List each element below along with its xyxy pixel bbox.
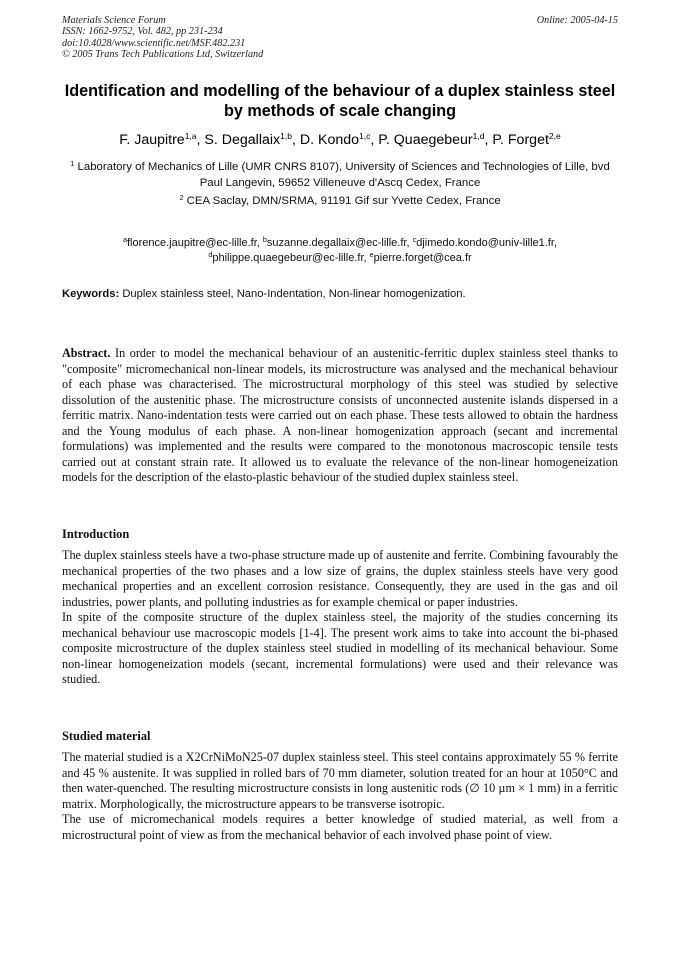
issn-line: ISSN: 1662-9752, Vol. 482, pp 231-234 <box>62 26 223 38</box>
paragraph: The use of micromechanical models requires a better knowledge of studied material, as well from a microstructural point of view as from the mechanical behavior of each involved phase point of view. <box>62 812 618 842</box>
email: $^a$florence.jaupitre@ec-lille.fr <box>122 235 257 249</box>
keywords <box>62 287 618 302</box>
author-list: F. Jaupitre$^{1,a}$, S. Degallaix$^{1,b}$, D. Kondo$^{1,c}$, P. Quaegebeur$^{1,d}$, P. Forget$^{2,e}$ <box>119 131 561 148</box>
introduction-section <box>62 548 618 688</box>
section-heading-introduction: Introduction <box>62 527 130 541</box>
email: $^c$djimedo.kondo@univ-lille1.fr <box>412 235 554 249</box>
author: P. Quaegebeur$^{1,d}$ <box>378 131 485 148</box>
journal-header-left <box>62 15 618 61</box>
author: D. Kondo$^{1,c}$ <box>299 131 371 148</box>
paragraph: In spite of the composite structure of the duplex stainless steel, the majority of the studies concerning its mechanical behaviour use macroscopic models [1-4]. The present work aims to take into account the bi-phased composite microstructure of the duplex stainless steel studied in modelling of its mechanical behaviour. Some non-linear homogeneization models (secant, incremental formulations) were used and their relevance was studied. <box>62 610 618 686</box>
studied-material-section <box>62 750 618 843</box>
keywords-text: Duplex stainless steel, Nano-Indentation, Non-linear homogenization. <box>122 288 466 300</box>
keywords-label: Keywords: <box>62 288 120 300</box>
author: S. Degallaix$^{1,b}$ <box>204 131 292 148</box>
copyright-line: © 2005 Trans Tech Publications Ltd, Switzerland <box>62 49 264 61</box>
paragraph: The duplex stainless steels have a two-phase structure made up of austenite and ferrite. Combining favourably the mechanical properties of the two phases and a low size of grains, the duplex stainless steels have very good mechanical properties and an excellent corrosion resistance. Consequently, they are used in the gas and oil industries, power plants, and polluting industries as for example chemical or paper industries. <box>62 548 618 609</box>
paper-title: Identification and modelling of the behaviour of a duplex stainless steel by methods of scale changing <box>64 82 616 120</box>
section-heading-studied-material: Studied material <box>62 729 151 743</box>
journal-header <box>62 15 618 61</box>
email: $^d$philippe.quaegebeur@ec-lille.fr <box>208 249 364 264</box>
abstract-label: Abstract. <box>62 346 111 360</box>
author-emails: $^a$florence.jaupitre@ec-lille.fr, $^b$suzanne.degallaix@ec-lille.fr, $^c$djimedo.kondo@univ-lille1.fr, $^d$philippe.quaegebeur@ec-lille.fr, $^e$pierre.forget@cea.fr <box>122 235 557 264</box>
affiliation-2: $^2$ CEA Saclay, DMN/SRMA, 91191 Gif sur Yvette Cedex, France <box>179 193 501 207</box>
journal-name: Materials Science Forum <box>62 15 166 26</box>
author: F. Jaupitre$^{1,a}$ <box>119 131 197 148</box>
abstract <box>62 346 618 486</box>
doi-line: doi:10.4028/www.scientific.net/MSF.482.231 <box>62 37 246 49</box>
author: P. Forget$^{2,e}$ <box>492 131 561 148</box>
affiliation-1: $^1$ Laboratory of Mechanics of Lille (UMR CNRS 8107), University of Sciences and Technologies of Lille, bvd Paul Langevin, 59652 Villeneuve d'Ascq Cedex, France <box>70 159 610 189</box>
email: $^b$suzanne.degallaix@ec-lille.fr <box>262 235 407 249</box>
paragraph: The material studied is a X2CrNiMoN25-07 duplex stainless steel. This steel contains approximately 55 % ferrite and 45 % austenite. It was supplied in rolled bars of 70 mm diameter, solution treated for an hour at 1050°C and then water-quenched. The resulting microstructure consists in long austenitic rods (∅ 10 µm × 1 mm) in a ferritic matrix. Morphologically, the microstructure appears to be transverse isotropic. <box>62 750 618 811</box>
email: $^e$pierre.forget@cea.fr <box>369 249 472 264</box>
abstract-text: In order to model the mechanical behaviour of an austenitic-ferritic duplex stainless steel thanks to "composite" micromechanical non-linear models, its microstructure was analysed and the mechanical behaviour of each phase was characterised. The microstructural morphology of this steel was studied by selective dissolution of the austenitic phase. The microstructure consists of unconnected austenite islands dispersed in a ferritic matrix. Nano-indentation tests were carried out on each phase. These tests allowed to obtain the hardness and the Young modulus of each phase. A non-linear homogenization approach (secant and incremental formulations) was implemented and the results were compared to the monotonous macroscopic tensile tests carried out at constant strain rate. It allowed us to evaluate the relevance of the non-linear homogeneization models for the description of the elasto-plastic behaviour of the studied duplex stainless steel. <box>62 346 619 484</box>
online-date: Online: 2005-04-15 <box>536 15 618 26</box>
